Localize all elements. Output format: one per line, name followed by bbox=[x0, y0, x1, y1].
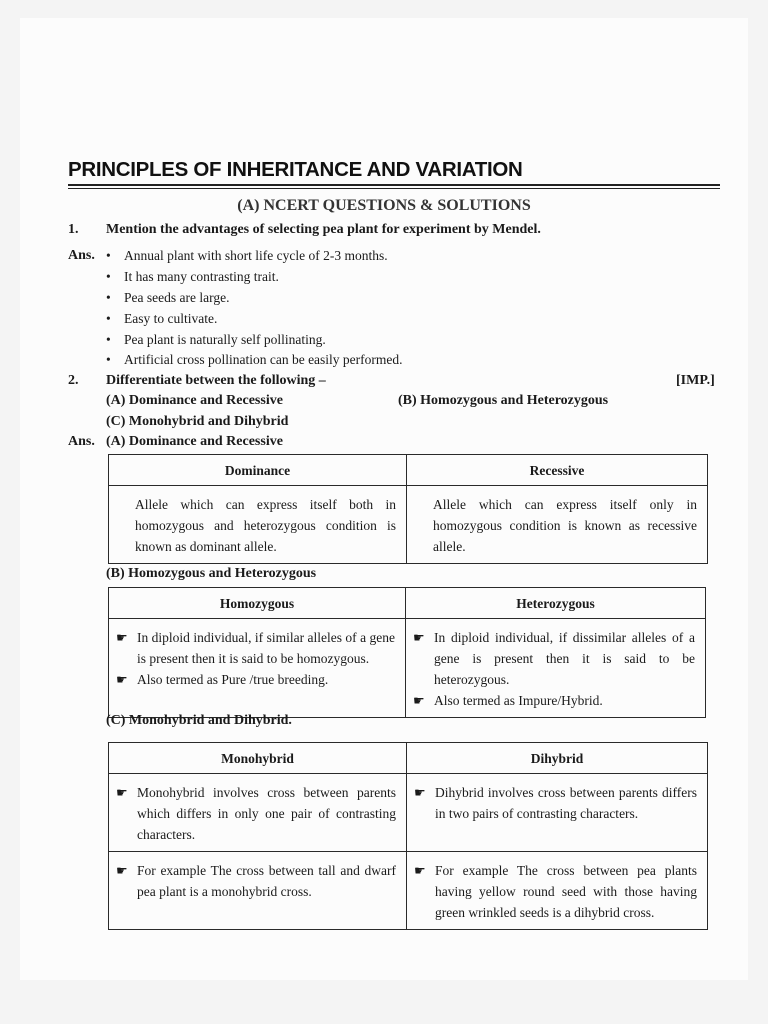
table-header: Dihybrid bbox=[407, 743, 708, 774]
table-header: Monohybrid bbox=[109, 743, 407, 774]
table-cell bbox=[407, 774, 708, 852]
pointing-hand-icon: ☛ bbox=[116, 630, 128, 645]
question-1-number: 1. bbox=[68, 222, 79, 237]
list-item: ☛ Dihybrid involves cross between parents differs in two pairs of contrasting characters. bbox=[435, 782, 697, 824]
list-item: ☛ Also termed as Impure/Hybrid. bbox=[434, 690, 695, 711]
bullet-icon: • bbox=[106, 332, 111, 347]
table-b-caption: (B) Homozygous and Heterozygous bbox=[106, 566, 317, 581]
list-item: ☛ For example The cross between tall and dwarf pea plant is a monohybrid cross. bbox=[137, 860, 396, 902]
list-item: ☛ For example The cross between pea plants having yellow round seed with those having green wrinkled seeds is a dihybrid cross. bbox=[435, 860, 697, 923]
question-2-text: Differentiate between the following – bbox=[106, 373, 326, 388]
important-tag: [IMP.] bbox=[676, 373, 715, 388]
bullet-icon: • bbox=[106, 290, 111, 305]
pointing-hand-icon: ☛ bbox=[414, 863, 426, 878]
question-2-option-a: (A) Dominance and Recessive bbox=[106, 393, 283, 408]
dominance-recessive-table bbox=[108, 454, 708, 564]
table-header: Recessive bbox=[407, 455, 708, 486]
table-cell bbox=[407, 852, 708, 930]
question-2-option-c: (C) Monohybrid and Dihybrid bbox=[106, 414, 289, 429]
answer-1-bullet: • It has many contrasting trait. bbox=[106, 269, 279, 284]
answer-1-bullet: • Pea seeds are large. bbox=[106, 290, 230, 305]
chapter-title: PRINCIPLES OF INHERITANCE AND VARIATION bbox=[68, 158, 523, 181]
pointing-hand-icon: ☛ bbox=[413, 630, 425, 645]
table-a-caption: (A) Dominance and Recessive bbox=[106, 434, 283, 449]
answer-1-bullet: • Easy to cultivate. bbox=[106, 311, 218, 326]
answer-2-label: Ans. bbox=[68, 434, 95, 449]
table-c-caption: (C) Monohybrid and Dihybrid. bbox=[106, 713, 292, 728]
question-1-text: Mention the advantages of selecting pea plant for experiment by Mendel. bbox=[106, 222, 541, 237]
answer-1-bullet: • Pea plant is naturally self pollinating. bbox=[106, 332, 326, 347]
question-2-number: 2. bbox=[68, 373, 79, 388]
table-header: Homozygous bbox=[109, 588, 406, 619]
list-item: ☛ In diploid individual, if similar alleles of a gene is present then it is said to be homozygous. bbox=[137, 627, 395, 669]
answer-1-bullet: • Annual plant with short life cycle of 2-3 months. bbox=[106, 248, 388, 263]
title-rule-thick bbox=[68, 184, 720, 186]
table-header: Heterozygous bbox=[406, 588, 706, 619]
table-cell bbox=[109, 774, 407, 852]
list-item: ☛ In diploid individual, if dissimilar alleles of a gene is present then it is said to be heterozygous. bbox=[434, 627, 695, 690]
table-cell: Allele which can express itself both in homozygous and heterozygous condition is known as dominant allele. bbox=[109, 486, 407, 564]
table-cell bbox=[109, 619, 406, 718]
table-cell bbox=[109, 852, 407, 930]
section-heading: (A) NCERT QUESTIONS & SOLUTIONS bbox=[237, 197, 531, 214]
table-cell bbox=[406, 619, 706, 718]
pointing-hand-icon: ☛ bbox=[414, 785, 426, 800]
monohybrid-dihybrid-table bbox=[108, 742, 708, 930]
homozygous-heterozygous-table bbox=[108, 587, 706, 718]
list-item: ☛ Also termed as Pure /true breeding. bbox=[137, 669, 395, 690]
pointing-hand-icon: ☛ bbox=[116, 672, 128, 687]
bullet-icon: • bbox=[106, 352, 111, 367]
answer-1-bullet: • Artificial cross pollination can be easily performed. bbox=[106, 352, 403, 367]
bullet-icon: • bbox=[106, 248, 111, 263]
answer-1-label: Ans. bbox=[68, 248, 95, 263]
bullet-icon: • bbox=[106, 269, 111, 284]
pointing-hand-icon: ☛ bbox=[413, 693, 425, 708]
list-item: ☛ Monohybrid involves cross between parents which differs in only one pair of contrasting characters. bbox=[137, 782, 396, 845]
title-rule-thin bbox=[68, 188, 720, 189]
bullet-icon: • bbox=[106, 311, 111, 326]
pointing-hand-icon: ☛ bbox=[116, 863, 128, 878]
pointing-hand-icon: ☛ bbox=[116, 785, 128, 800]
table-header: Dominance bbox=[109, 455, 407, 486]
table-cell: Allele which can express itself only in homozygous condition is known as recessive allele. bbox=[407, 486, 708, 564]
question-2-option-b: (B) Homozygous and Heterozygous bbox=[398, 393, 609, 408]
